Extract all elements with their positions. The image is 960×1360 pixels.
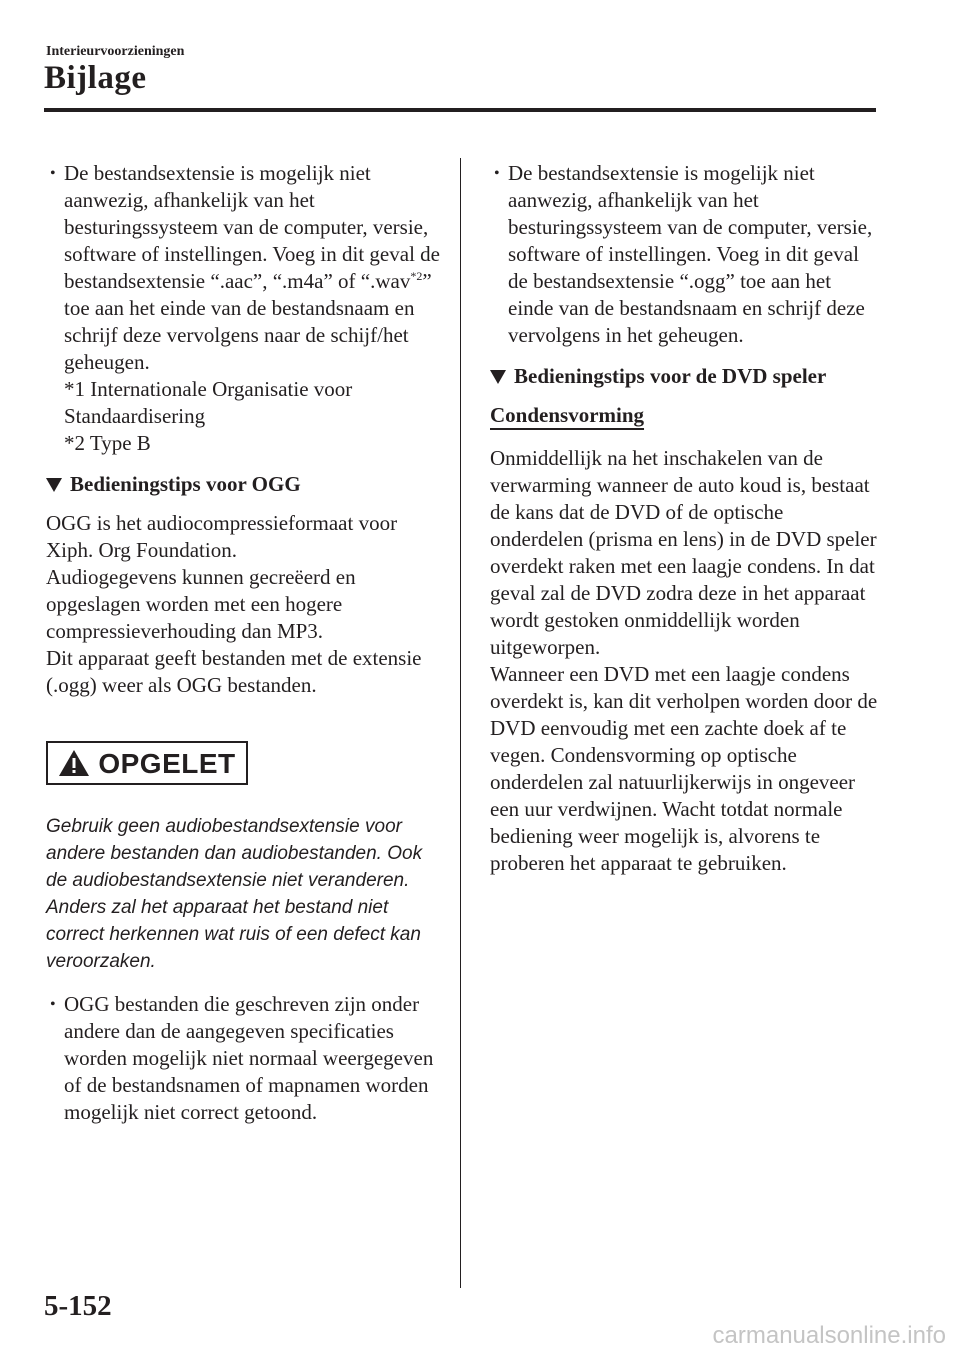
bullet-text-part1: De bestandsextensie is mogelijk niet aanwezig, afhankelijk van het besturingssysteem van de computer, versie, software of instellingen. Voeg in dit geval de bestandsextensie “.aac”, “.m4a” of “.wav <box>64 161 440 293</box>
page-title: Bijlage <box>44 60 147 96</box>
footnote-1a: *1 Internationale Organisatie voor <box>64 377 353 401</box>
bullet-dot-icon: • <box>494 165 500 182</box>
caution-text: Gebruik geen audiobestandsextensie voor andere bestanden dan audiobestanden. Ook de audiobestandsextensie niet veranderen. Anders zal het apparaat het bestand niet correct herkennen wat ruis of een defect kan veroorzaken. <box>46 816 423 972</box>
warning-icon <box>58 749 90 777</box>
footnote-2: *2 Type B <box>64 431 151 455</box>
condensation-paragraph-2: Wanneer een DVD met een laagje condens overdekt is, kan dit verholpen worden door de DVD eenvoudig met een zachte doek af te vegen. Condensvorming op optische onderdelen zal natuurlijkerwijs in ongeveer een uur verdwijnen. Wacht totdat normale bediening weer mogelijk is, alvorens te proberen het apparaat te gebruiken. <box>490 662 878 875</box>
bullet-ogg-text: OGG bestanden die geschreven zijn onder andere dan de aangegeven specificaties worden mogelijk niet normaal weergegeven of de bestandsnamen of mapnamen worden mogelijk niet correct getoond. <box>64 992 434 1124</box>
section-label: Interieurvoorzieningen <box>46 44 185 59</box>
right-column <box>490 160 880 877</box>
caution-box <box>46 741 248 785</box>
caution-label: OPGELET <box>98 747 236 779</box>
ogg-heading <box>46 471 446 498</box>
header-rule <box>44 108 876 112</box>
dvd-heading <box>490 363 880 390</box>
bullet-ogg-ext-text: De bestandsextensie is mogelijk niet aanwezig, afhankelijk van het besturingssysteem van de computer, versie, software of instellingen. Voeg in dit geval de bestandsextensie “.ogg” toe aan het einde van de bestandsnaam en schrijf deze vervolgens in het geheugen. <box>508 161 873 347</box>
bullet-ogg-files <box>46 991 446 1126</box>
bullet-file-extension-aac <box>46 160 446 376</box>
triangle-down-icon <box>490 370 506 384</box>
triangle-down-icon <box>46 478 62 492</box>
bullet-dot-icon: • <box>50 165 56 182</box>
column-divider <box>460 158 461 1288</box>
condensation-paragraph-1: Onmiddellijk na het inschakelen van de verwarming wanneer de auto koud is, bestaat de kans dat de DVD of de optische onderdelen (prisma en lens) in de DVD speler overdekt raken met een laagje condens. In dat geval zal de DVD zodra deze in het apparaat wordt gestoken onmiddellijk worden uitgeworpen. <box>490 446 877 659</box>
bullet-text-part2: ” toe aan het einde van de bestandsnaam en schrijf deze vervolgens naar de schijf/het geheugen. <box>64 269 432 374</box>
bullet-dot-icon: • <box>50 996 56 1013</box>
footnote-ref: *2 <box>410 269 423 283</box>
bullet-file-extension-ogg <box>490 160 880 349</box>
ogg-paragraph-2: Audiogegevens kunnen gecreëerd en opgeslagen worden met een hogere compressieverhouding dan MP3. <box>46 565 356 643</box>
watermark: carmanualsonline.info <box>712 1322 946 1349</box>
condensation-heading: Condensvorming <box>490 403 645 427</box>
ogg-paragraph-1: OGG is het audiocompressieformaat voor Xiph. Org Foundation. <box>46 511 398 562</box>
footnote-1b: Standaardisering <box>64 404 206 428</box>
dvd-heading-text: Bedieningstips voor de DVD speler <box>514 364 827 388</box>
ogg-paragraph-3: Dit apparaat geeft bestanden met de extensie (.ogg) weer als OGG bestanden. <box>46 646 422 697</box>
left-column <box>46 160 446 1126</box>
page-number: 5-152 <box>44 1290 112 1322</box>
ogg-heading-text: Bedieningstips voor OGG <box>70 472 301 496</box>
